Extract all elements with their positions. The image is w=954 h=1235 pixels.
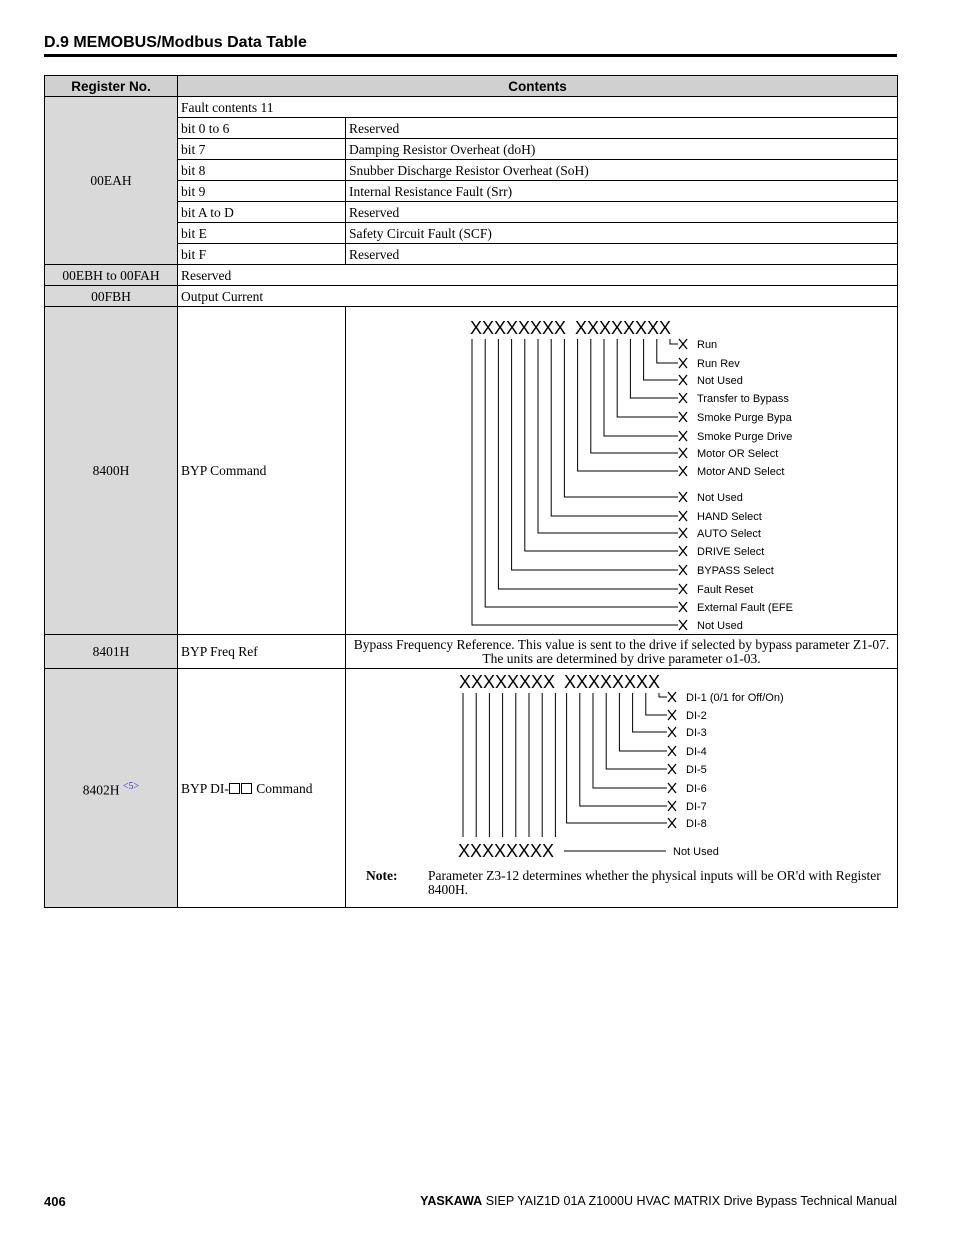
bit-x-mark bbox=[679, 602, 687, 612]
register-name bbox=[178, 669, 346, 908]
bit-x-mark bbox=[679, 375, 687, 385]
bit-description: Reserved bbox=[346, 244, 898, 265]
bit-leader-line bbox=[619, 693, 667, 751]
bit-x-mark bbox=[679, 466, 687, 476]
bit-x-mark bbox=[679, 511, 687, 521]
bit-description: Snubber Discharge Resistor Overheat (SoH) bbox=[346, 160, 898, 181]
bit-label: Run bbox=[697, 339, 718, 351]
bit-label: BYPASS Select bbox=[697, 565, 774, 577]
register-description: Output Current bbox=[178, 286, 898, 307]
bit-x-mark bbox=[679, 565, 687, 575]
bit-label: Motor AND Select bbox=[697, 466, 785, 478]
register-8401h: 8401H bbox=[45, 635, 178, 669]
bit-x-mark bbox=[668, 746, 676, 756]
freq-ref-desc-line2: The units are determined by drive parameter o1-03. bbox=[482, 650, 761, 666]
reference-note-link[interactable]: <5> bbox=[122, 780, 140, 792]
bit-label: bit E bbox=[178, 223, 346, 244]
bit-leader-line bbox=[644, 339, 678, 380]
bit-label: Not Used bbox=[697, 492, 743, 504]
bit-label: DI-6 bbox=[686, 783, 707, 795]
box-icon bbox=[229, 783, 240, 794]
register-description bbox=[346, 635, 898, 669]
bit-label: External Fault (EFE bbox=[697, 602, 793, 614]
bit-label: DI-5 bbox=[686, 764, 707, 776]
register-00ebh-00fah: 00EBH to 00FAH bbox=[45, 265, 178, 286]
register-name: BYP Command bbox=[178, 307, 346, 635]
bit-x-mark bbox=[679, 620, 687, 630]
register-8400h: 8400H bbox=[45, 307, 178, 635]
note-line: 8400H. bbox=[428, 882, 469, 897]
bit-label: Fault Reset bbox=[697, 584, 754, 596]
bit-x-mark bbox=[679, 546, 687, 556]
bit-x-mark bbox=[679, 339, 687, 349]
bit-description: Internal Resistance Fault (Srr) bbox=[346, 181, 898, 202]
bit-label: DRIVE Select bbox=[697, 546, 765, 558]
byp-di-command-cell bbox=[346, 669, 898, 908]
bit-pattern-low: XXXXXXXX bbox=[564, 672, 661, 692]
bit-description: Safety Circuit Fault (SCF) bbox=[346, 223, 898, 244]
register-number: 8402H bbox=[82, 782, 120, 798]
bit-diagram-8402h bbox=[346, 669, 897, 869]
page-number: 406 bbox=[44, 1194, 66, 1209]
bit-leader-line bbox=[525, 339, 678, 551]
bit-x-mark bbox=[668, 727, 676, 737]
freq-ref-desc-line1: Bypass Frequency Reference. This value is sent to the drive if selected by bypass parameter Z1-07. bbox=[353, 636, 890, 652]
bit-leader-line bbox=[485, 339, 678, 607]
bit-label: Not Used bbox=[697, 375, 743, 387]
bit-label: Not Used bbox=[697, 620, 743, 632]
bit-x-mark bbox=[668, 692, 676, 702]
bit-x-mark bbox=[668, 801, 676, 811]
upper-byte-label: Not Used bbox=[673, 846, 719, 858]
bit-label: DI-3 bbox=[686, 727, 707, 739]
bit-label: DI-4 bbox=[686, 746, 707, 758]
bit-label: HAND Select bbox=[697, 511, 762, 523]
bit-leader-line bbox=[606, 693, 667, 769]
bit-x-mark bbox=[668, 764, 676, 774]
bit-leader-line bbox=[659, 693, 667, 697]
bit-x-mark bbox=[668, 783, 676, 793]
footer-manual-title bbox=[420, 1194, 897, 1208]
bit-label: DI-1 (0/1 for Off/On) bbox=[686, 692, 784, 704]
memobus-data-table bbox=[44, 75, 898, 908]
bit-pattern-high: XXXXXXXX bbox=[470, 318, 567, 338]
register-name-prefix: BYP DI- bbox=[181, 780, 229, 796]
bit-label: Smoke Purge Bypa bbox=[697, 412, 792, 424]
bit-leader-line bbox=[617, 339, 678, 417]
register-description: Reserved bbox=[178, 265, 898, 286]
footer-manual: SIEP YAIZ1D 01A Z1000U HVAC MATRIX Drive Bypass Technical Manual bbox=[485, 1194, 897, 1208]
bit-label: bit F bbox=[178, 244, 346, 265]
bit-leader-line bbox=[551, 339, 678, 516]
bit-label: Motor OR Select bbox=[697, 448, 779, 460]
title-rule bbox=[44, 54, 897, 57]
bit-label: Run Rev bbox=[697, 358, 740, 370]
bit-description: Damping Resistor Overheat (doH) bbox=[346, 139, 898, 160]
bit-x-mark bbox=[679, 358, 687, 368]
bit-label: bit 7 bbox=[178, 139, 346, 160]
bit-label: DI-2 bbox=[686, 710, 707, 722]
bit-leader-line bbox=[604, 339, 678, 436]
bit-x-mark bbox=[679, 412, 687, 422]
bit-description: Reserved bbox=[346, 202, 898, 223]
bit-leader-line bbox=[670, 339, 678, 344]
bit-label: DI-7 bbox=[686, 801, 707, 813]
bit-label: bit 9 bbox=[178, 181, 346, 202]
bit-label: bit 8 bbox=[178, 160, 346, 181]
bit-leader-line bbox=[657, 339, 678, 363]
bit-x-mark bbox=[668, 710, 676, 720]
bit-description: Reserved bbox=[346, 118, 898, 139]
note-line: Parameter Z3-12 determines whether the physical inputs will be OR'd with Register bbox=[428, 868, 881, 883]
bit-diagram-8400h bbox=[346, 307, 897, 634]
footer-brand: YASKAWA bbox=[420, 1194, 483, 1208]
bit-label: Transfer to Bypass bbox=[697, 393, 789, 405]
bit-x-mark bbox=[679, 584, 687, 594]
bit-label: bit 0 to 6 bbox=[178, 118, 346, 139]
bit-x-mark bbox=[668, 818, 676, 828]
bit-x-mark bbox=[679, 393, 687, 403]
bit-x-mark bbox=[679, 492, 687, 502]
note-text bbox=[428, 869, 881, 897]
register-00fbh: 00FBH bbox=[45, 286, 178, 307]
bit-leader-line bbox=[512, 339, 678, 570]
bit-x-mark bbox=[679, 448, 687, 458]
header-register-no: Register No. bbox=[45, 76, 178, 97]
bit-x-mark bbox=[679, 528, 687, 538]
bit-label: AUTO Select bbox=[697, 528, 761, 540]
bit-x-mark bbox=[679, 431, 687, 441]
bit-leader-line bbox=[578, 339, 678, 471]
bit-label: bit A to D bbox=[178, 202, 346, 223]
register-name-suffix: Command bbox=[252, 780, 313, 796]
section-title: D.9 MEMOBUS/Modbus Data Table bbox=[44, 34, 307, 51]
bit-leader-line bbox=[593, 693, 667, 788]
upper-byte-pattern: XXXXXXXX bbox=[458, 841, 555, 861]
header-contents: Contents bbox=[178, 76, 898, 97]
bit-pattern-low: XXXXXXXX bbox=[575, 318, 672, 338]
bit-leader-line bbox=[633, 693, 667, 732]
bit-label: Smoke Purge Drive bbox=[697, 431, 793, 443]
bit-label: DI-8 bbox=[686, 818, 707, 830]
bit-leader-line bbox=[646, 693, 667, 715]
register-8402h bbox=[45, 669, 178, 908]
bit-leader-line bbox=[567, 693, 667, 823]
byp-command-bit-diagram bbox=[346, 307, 898, 635]
bit-pattern-high: XXXXXXXX bbox=[459, 672, 556, 692]
register-name: BYP Freq Ref bbox=[178, 635, 346, 669]
box-icon bbox=[241, 783, 252, 794]
bit-leader-line bbox=[472, 339, 678, 625]
note bbox=[346, 869, 897, 907]
register-00eah: 00EAH bbox=[45, 97, 178, 265]
fault-contents-title: Fault contents 11 bbox=[178, 97, 898, 118]
bit-leader-line bbox=[630, 339, 678, 398]
note-label: Note: bbox=[366, 868, 398, 883]
